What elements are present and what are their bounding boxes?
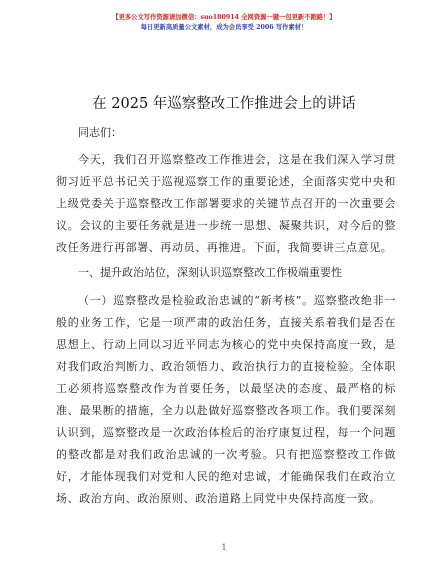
section-heading-1: 一、提升政治站位，深刻认识巡察整改工作极端重要性	[78, 266, 342, 279]
section-1-paragraph: （一）巡察整改是检验政治忠诚的“新考核”。巡察整改绝非一般的业务工作，它是一项严肃的政治任务，直接关系着我们是否在思想上、行动上同以习近平同志为核心的党中央保持高度一致，是对我们政治判断力、政治领悟力、政治执行力的直接检验。全体职工必须将巡察整改作为首要任务，以最坚决的态度、最严格的标准、最果断的措施，全力以赴做好巡察整改各项工作。我们要深刻认识到，巡察整改是一次政治体检后的治疗康复过程，每一个问题的整改都是对我们政治忠诚的一次考验。只有把巡察整改工作做好，才能体现我们对党和人民的绝对忠诚，才能确保我们在政治立场、政治方向、政治原则、政治道路上同党中央保持高度一致。	[56, 294, 396, 505]
header-promo-line-2: 每日更新高质量公文素材，成为会员享受 2006 写作素材！	[140, 24, 308, 31]
document-title: 在 2025 年巡察整改工作推进会上的讲话	[92, 96, 356, 112]
intro-paragraph: 今天，我们召开巡察整改工作推进会，这是在我们深入学习贯彻习近平总书记关于巡视巡察工作的重要论述，全面落实党中央和上级党委关于巡察整改工作部署要求的关键节点召开的一次重要会议。会议的主要任务就是进一步统一思想、凝聚共识，对今后的整改任务进行再部署、再动员、再推进。下面，我简要讲三点意见。	[56, 153, 396, 254]
header-promo-line-1: 【更多公文写作资源请加微信：suo180914 全网资源一键一包更新不跑路！】	[112, 14, 336, 21]
page-number: 1	[221, 543, 227, 552]
salutation: 同志们：	[78, 126, 122, 139]
